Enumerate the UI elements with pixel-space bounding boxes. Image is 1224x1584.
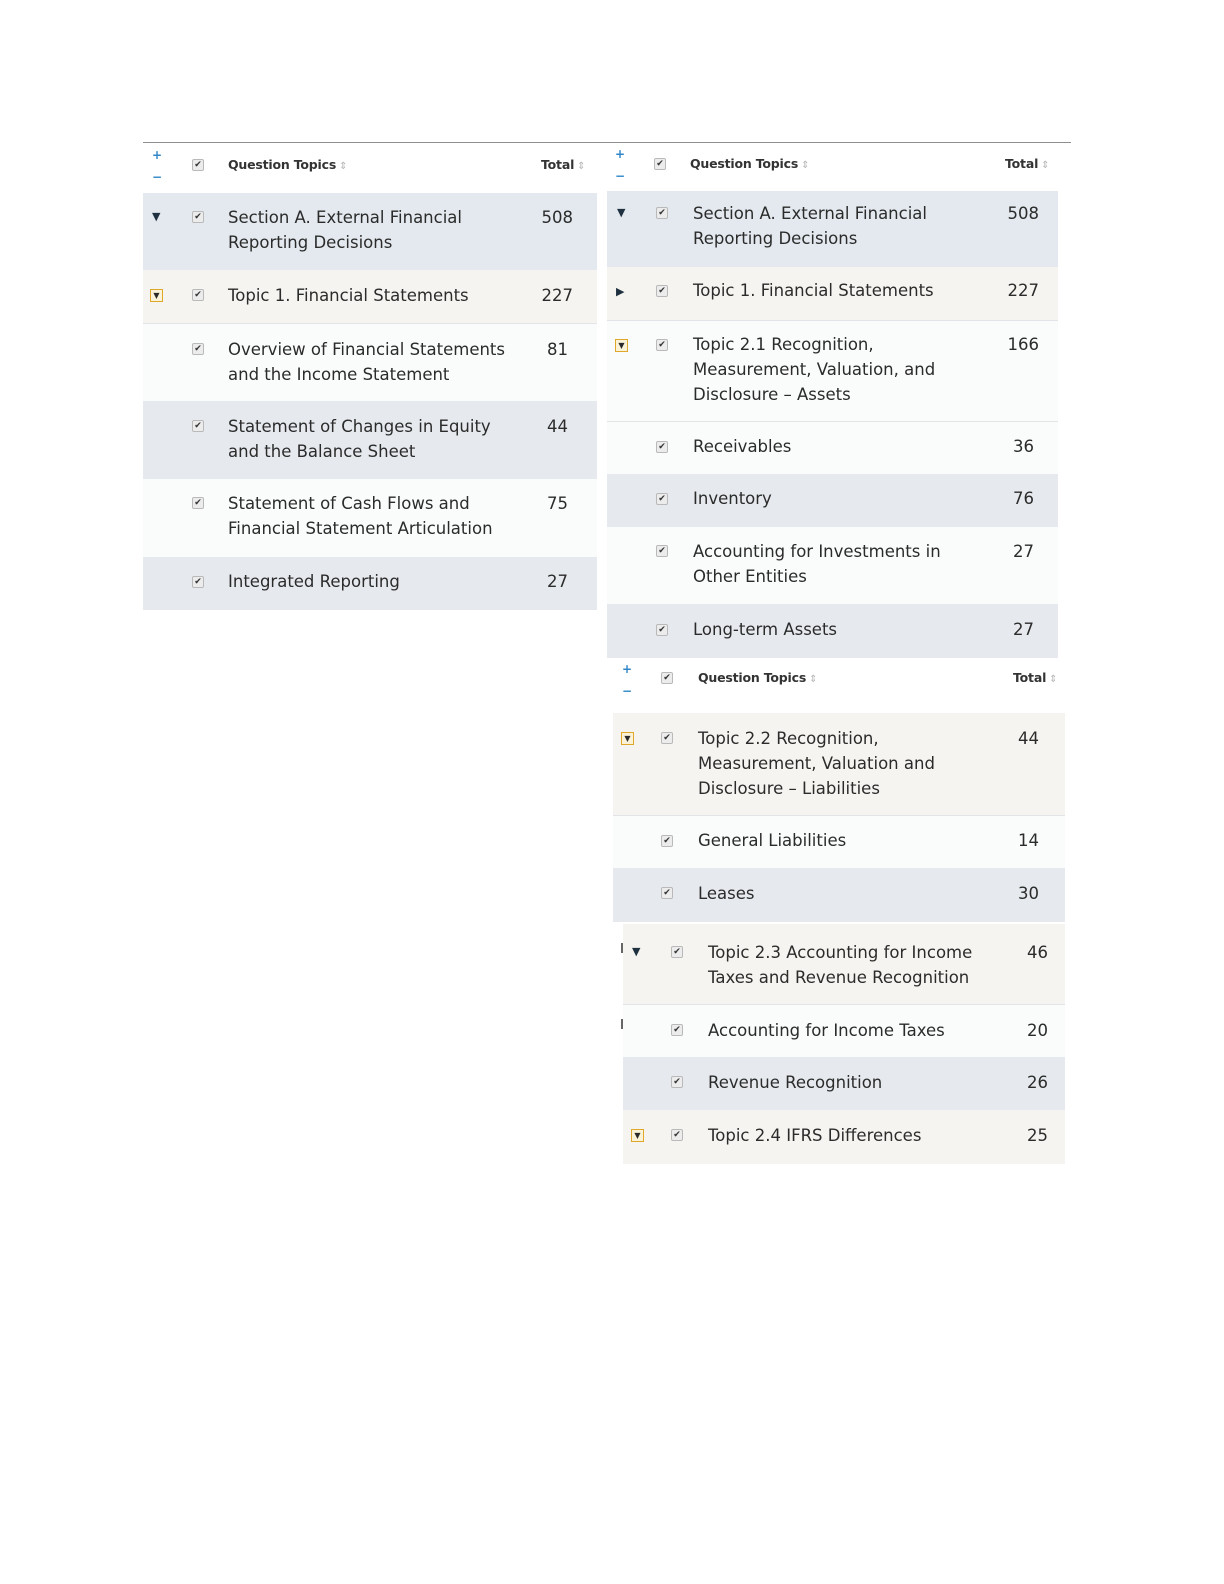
expand-all-icon[interactable]: +	[622, 662, 633, 676]
row-checkbox[interactable]: ✔	[656, 207, 668, 219]
table-row[interactable]	[143, 270, 597, 323]
table-row[interactable]	[607, 474, 1058, 527]
expand-all-icon[interactable]: +	[152, 148, 163, 162]
row-checkbox[interactable]: ✔	[192, 497, 204, 509]
sort-icon: ⇕	[1041, 160, 1050, 171]
collapse-toggle-icon[interactable]: ▼	[615, 339, 628, 352]
row-total: 14	[1018, 831, 1039, 850]
collapse-all-icon[interactable]: −	[615, 169, 626, 183]
row-checkbox[interactable]: ✔	[656, 339, 668, 351]
row-label: Integrated Reporting	[228, 572, 400, 591]
row-total: 227	[541, 286, 573, 305]
row-total: 27	[1013, 620, 1034, 639]
row-total: 166	[1007, 335, 1039, 354]
sort-icon: ⇕	[577, 161, 586, 172]
row-checkbox[interactable]: ✔	[671, 1076, 683, 1088]
row-label: Statement of Cash Flows and Financial Statement Articulation	[228, 494, 493, 538]
question-topics-header[interactable]	[698, 670, 817, 685]
table-header	[607, 143, 1058, 191]
collapse-toggle-icon[interactable]: ▼	[621, 732, 634, 745]
row-checkbox[interactable]: ✔	[192, 343, 204, 355]
row-label: Topic 2.1 Recognition, Measurement, Valuation, and Disclosure – Assets	[693, 335, 936, 404]
right-topics-table-1	[607, 143, 1058, 658]
row-label: Accounting for Investments in Other Entities	[693, 542, 941, 586]
table-row[interactable]	[607, 527, 1058, 604]
sort-icon: ⇕	[1049, 674, 1058, 685]
expanded-arrow-icon[interactable]: ▼	[632, 945, 641, 958]
table-row[interactable]	[613, 868, 1065, 922]
row-label: Topic 2.2 Recognition, Measurement, Valuation and Disclosure – Liabilities	[698, 729, 935, 798]
row-label: Topic 2.4 IFRS Differences	[708, 1126, 922, 1145]
total-header[interactable]	[1013, 670, 1057, 685]
table-row[interactable]	[607, 191, 1058, 267]
right-topics-table-3	[623, 924, 1065, 1166]
sort-icon: ⇕	[809, 674, 818, 685]
table-row[interactable]	[623, 1057, 1065, 1110]
row-total: 44	[1018, 729, 1039, 748]
row-label: Leases	[698, 884, 755, 903]
table-row[interactable]	[623, 924, 1065, 1004]
row-checkbox[interactable]: ✔	[661, 887, 673, 899]
left-topics-table	[143, 143, 597, 610]
row-label: Inventory	[693, 489, 772, 508]
table-row[interactable]	[143, 401, 597, 479]
row-checkbox[interactable]: ✔	[192, 289, 204, 301]
header-label: Question Topics	[690, 156, 799, 171]
row-checkbox[interactable]: ✔	[671, 946, 683, 958]
row-label: Accounting for Income Taxes	[708, 1021, 945, 1040]
table-row[interactable]	[607, 421, 1058, 474]
total-header[interactable]	[1005, 156, 1049, 171]
row-total: 76	[1013, 489, 1034, 508]
row-checkbox[interactable]: ✔	[192, 576, 204, 588]
row-label: Overview of Financial Statements and the Income Statement	[228, 340, 505, 384]
table-row[interactable]	[623, 1110, 1065, 1164]
table-header	[143, 143, 597, 193]
row-label: Section A. External Financial Reporting Decisions	[228, 208, 462, 252]
collapse-toggle-icon[interactable]: ▼	[150, 289, 163, 302]
table-row[interactable]	[623, 1004, 1065, 1057]
row-checkbox[interactable]: ✔	[656, 285, 668, 297]
row-checkbox[interactable]: ✔	[671, 1024, 683, 1036]
row-total: 27	[1013, 542, 1034, 561]
row-total: 508	[1007, 204, 1039, 223]
table-row[interactable]	[143, 479, 597, 557]
table-row[interactable]	[143, 193, 597, 270]
select-all-checkbox[interactable]: ✔	[192, 159, 204, 171]
row-total: 508	[541, 208, 573, 227]
table-row[interactable]	[143, 557, 597, 610]
collapse-all-icon[interactable]: −	[622, 684, 633, 698]
row-label: General Liabilities	[698, 831, 847, 850]
header-label: Total	[1013, 670, 1047, 685]
collapse-toggle-icon[interactable]: ▼	[631, 1129, 644, 1142]
question-topics-header[interactable]	[228, 157, 347, 172]
row-total: 25	[1027, 1126, 1048, 1145]
table-row[interactable]	[607, 267, 1058, 320]
row-checkbox[interactable]: ✔	[656, 624, 668, 636]
row-total: 46	[1027, 943, 1048, 962]
row-label: Topic 1. Financial Statements	[228, 286, 469, 305]
expand-all-icon[interactable]: +	[615, 147, 626, 161]
select-all-checkbox[interactable]: ✔	[654, 158, 666, 170]
row-label: Receivables	[693, 437, 792, 456]
row-checkbox[interactable]: ✔	[192, 420, 204, 432]
select-all-checkbox[interactable]: ✔	[661, 672, 673, 684]
row-label: Section A. External Financial Reporting Decisions	[693, 204, 927, 248]
sort-icon: ⇕	[339, 161, 348, 172]
collapse-all-icon[interactable]: −	[152, 170, 163, 184]
row-checkbox[interactable]: ✔	[661, 835, 673, 847]
header-label: Question Topics	[228, 157, 337, 172]
header-label: Total	[1005, 156, 1039, 171]
table-row[interactable]	[607, 604, 1058, 658]
table-row[interactable]	[143, 323, 597, 401]
collapsed-arrow-icon[interactable]: ▶	[616, 285, 625, 298]
table-header	[613, 658, 1065, 713]
row-total: 227	[1007, 281, 1039, 300]
row-checkbox[interactable]: ✔	[671, 1129, 683, 1141]
table-row[interactable]	[613, 713, 1065, 815]
sort-icon: ⇕	[801, 160, 810, 171]
row-total: 30	[1018, 884, 1039, 903]
row-total: 81	[547, 340, 568, 359]
total-header[interactable]	[541, 157, 585, 172]
question-topics-header[interactable]	[690, 156, 809, 171]
row-label: Topic 1. Financial Statements	[693, 281, 934, 300]
row-checkbox[interactable]: ✔	[656, 441, 668, 453]
expanded-arrow-icon[interactable]: ▼	[152, 210, 161, 223]
table-row[interactable]	[607, 320, 1058, 421]
row-label: Statement of Changes in Equity and the Balance Sheet	[228, 417, 491, 461]
table-row[interactable]	[613, 815, 1065, 868]
row-checkbox[interactable]: ✔	[656, 545, 668, 557]
row-checkbox[interactable]: ✔	[661, 732, 673, 744]
row-label: Topic 2.3 Accounting for Income Taxes and Revenue Recognition	[708, 943, 973, 987]
row-checkbox[interactable]: ✔	[192, 211, 204, 223]
expanded-arrow-icon[interactable]: ▼	[617, 206, 626, 219]
row-checkbox[interactable]: ✔	[656, 493, 668, 505]
row-label: Long-term Assets	[693, 620, 838, 639]
header-label: Question Topics	[698, 670, 807, 685]
row-total: 20	[1027, 1021, 1048, 1040]
row-total: 36	[1013, 437, 1034, 456]
row-total: 26	[1027, 1073, 1048, 1092]
row-total: 27	[547, 572, 568, 591]
row-label: Revenue Recognition	[708, 1073, 883, 1092]
row-total: 75	[547, 494, 568, 513]
header-label: Total	[541, 157, 575, 172]
row-total: 44	[547, 417, 568, 436]
